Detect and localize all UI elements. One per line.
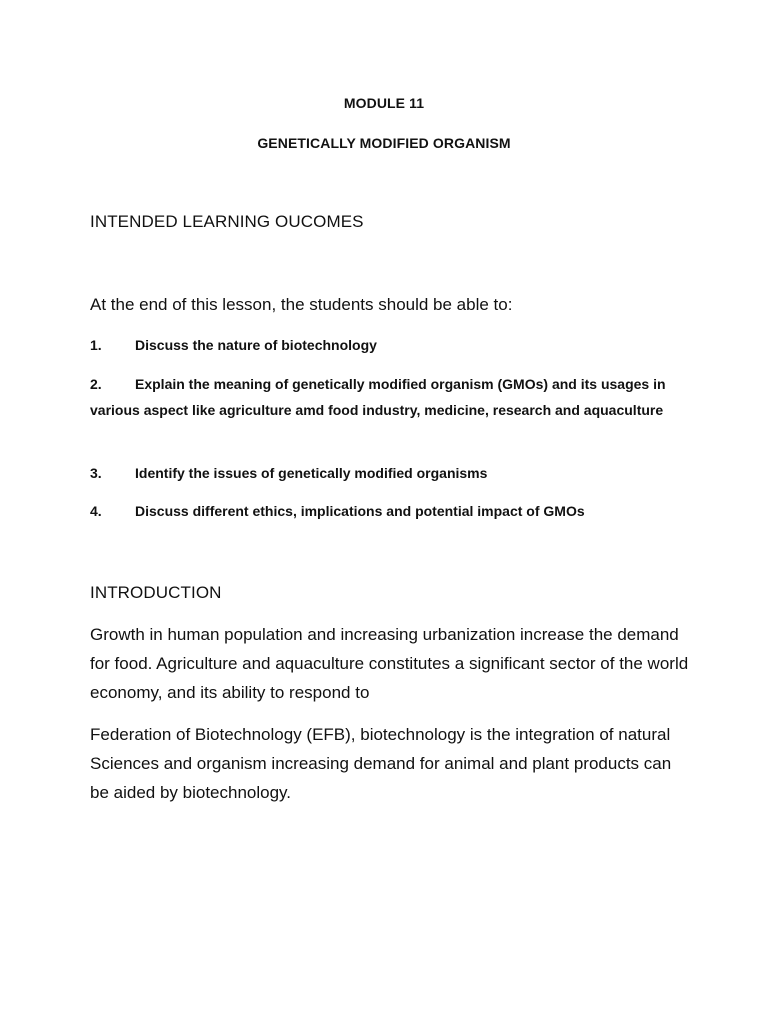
objective-number: 1. <box>90 337 102 353</box>
intro-paragraph: Growth in human population and increasing urbanization increase the demand for food. Agriculture and aquaculture constitutes a significant sector of the world economy, and its ability to respond to <box>90 625 689 702</box>
objective-item <box>90 460 680 486</box>
objective-item <box>90 332 680 358</box>
objective-text: Discuss different ethics, implications and potential impact of GMOs <box>135 503 585 519</box>
ilo-heading: INTENDED LEARNING OUCOMES <box>90 212 364 231</box>
module-title: MODULE 11 <box>343 95 425 111</box>
intro-heading: INTRODUCTION <box>90 583 222 602</box>
module-subtitle: GENETICALLY MODIFIED ORGANISM <box>257 135 511 151</box>
objective-number: 3. <box>90 465 102 481</box>
objective-text: Discuss the nature of biotechnology <box>135 337 377 353</box>
lead-text: At the end of this lesson, the students should be able to: <box>90 295 513 314</box>
objective-text: Explain the meaning of genetically modified organism (GMOs) and its usages in various aspect like agriculture amd food industry, medicine, research and aquaculture <box>90 376 666 418</box>
objective-number: 4. <box>90 503 102 519</box>
intro-paragraph: Federation of Biotechnology (EFB), biotechnology is the integration of natural Sciences and organism increasing demand for animal and plant products can be aided by biotechnology. <box>90 725 672 802</box>
objective-item <box>90 371 680 423</box>
objective-text: Identify the issues of genetically modified organisms <box>135 465 488 481</box>
objective-item <box>90 498 680 524</box>
objective-number: 2. <box>90 376 102 392</box>
